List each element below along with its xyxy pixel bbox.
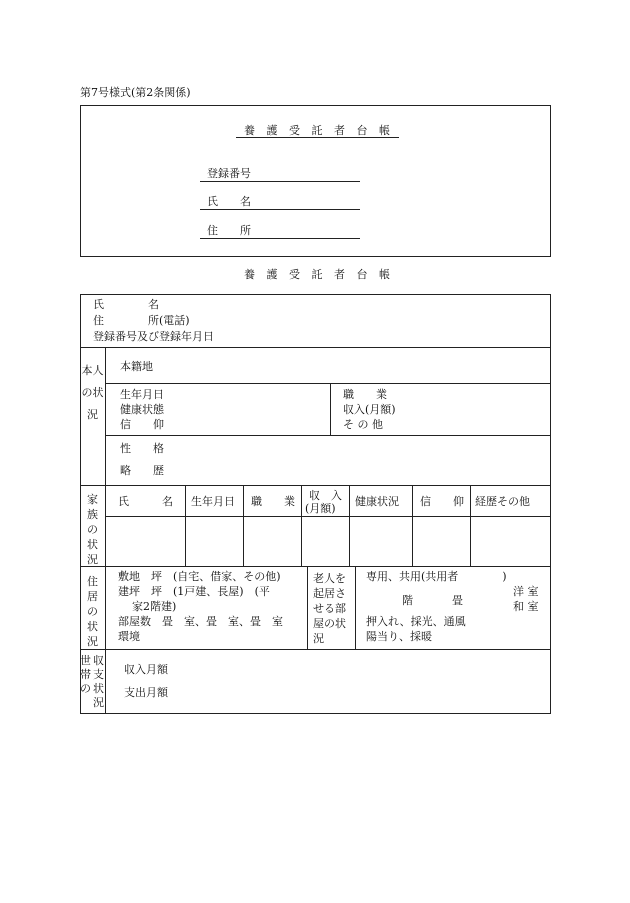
family-col-2 [243,485,244,566]
household-expense: 支出月額 [124,686,168,699]
self-other: そ の 他 [343,418,383,431]
self-income: 収入(月額) [343,403,396,416]
self-side-label: 本人の状況 [81,364,104,421]
housing-site: 敷地 坪 (自宅、借家、その他) [118,570,281,583]
header-registration: 登録番号及び登録年月日 [93,330,214,343]
housing-col-1 [307,566,308,649]
household-income: 収入月額 [124,663,168,676]
header-name: 氏 名 [93,298,159,311]
family-col-occupation: 職 業 [251,495,295,508]
divider-header [80,347,551,348]
form-number: 第7号様式(第2条関係) [80,86,191,99]
card-name-label: 氏 名 [207,195,251,208]
self-divider-2 [105,435,551,436]
family-col-belief: 信 仰 [420,495,464,508]
family-col-income-2: (月額) [305,502,336,515]
ledger-title: 養 護 受 託 者 台 帳 [244,268,394,281]
housing-side-label: 住居の状況 [87,575,98,648]
registration-line [200,181,360,182]
family-col-1 [185,485,186,566]
housing-exclusive: 専用、共用(共用者 ) [366,570,507,583]
card-registration-label: 登録番号 [207,167,251,180]
self-health: 健康状態 [120,403,164,416]
housing-building-2: 家2階建) [132,600,177,613]
self-domicile: 本籍地 [120,360,153,373]
housing-japanese: 和 室 [513,600,539,613]
family-col-5 [412,485,413,566]
family-col-history: 経歴その他 [475,495,530,508]
housing-col-2 [355,566,356,649]
housing-sunlight: 陽当り、採暖 [366,630,432,643]
housing-environment: 環境 [118,630,140,643]
family-col-income-1: 収 入 [309,489,342,502]
housing-elder-room-label: 老人を起居させる部屋の状況 [313,572,346,645]
self-character: 性 格 [120,442,164,455]
family-col-health: 健康状況 [355,495,399,508]
household-side-label-2: 収支状況 [93,654,104,709]
header-address: 住 所(電話) [93,314,190,327]
family-header-divider [105,516,551,517]
household-side-label-1: 世帯の [80,654,91,695]
family-col-4 [349,485,350,566]
divider-housing [80,649,551,650]
card-address-label: 住 所 [207,224,251,237]
housing-rooms: 部屋数 畳 室、畳 室、畳 室 [118,615,283,628]
divider-self [80,485,551,486]
card-title-underline [236,137,399,138]
housing-closet: 押入れ、採光、通風 [366,615,466,628]
self-belief: 信 仰 [120,418,164,431]
label-column-divider [105,347,106,714]
housing-floor: 階 [402,594,413,607]
family-col-birth: 生年月日 [191,495,235,508]
card-title: 養 護 受 託 者 台 帳 [244,124,394,137]
divider-family [80,566,551,567]
housing-western: 洋 室 [513,585,539,598]
self-birth: 生年月日 [120,388,164,401]
housing-tatami: 畳 [452,594,463,607]
family-side-label: 家族の状況 [87,493,98,566]
housing-building-1: 建坪 坪 (1戸建、長屋) (平 [118,585,270,598]
family-col-3 [301,485,302,566]
self-divider-v [330,383,331,435]
self-occupation: 職 業 [343,388,387,401]
self-history: 略 歴 [120,464,164,477]
family-col-name: 氏 名 [118,495,173,508]
self-divider-1 [105,383,551,384]
family-col-6 [470,485,471,566]
name-line [200,209,360,210]
address-line [200,238,360,239]
